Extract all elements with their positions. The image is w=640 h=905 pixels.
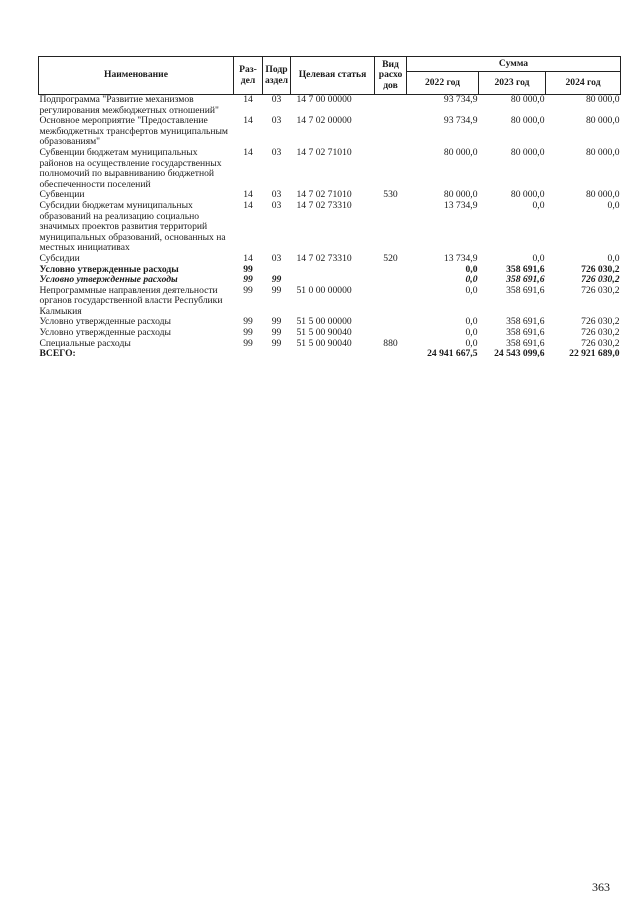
cell-name: ВСЕГО: xyxy=(39,348,76,360)
cell-podrazdel: 99 xyxy=(271,316,282,328)
cell-2024: 726 030,2 xyxy=(581,284,620,296)
cell-2023: 80 000,0 xyxy=(510,146,545,158)
cell-2024: 80 000,0 xyxy=(585,94,620,105)
cell-2022: 80 000,0 xyxy=(443,146,478,158)
cell-2022: 93 734,9 xyxy=(443,115,478,127)
cell-2023: 358 691,6 xyxy=(506,337,545,349)
cell-podrazdel: 03 xyxy=(271,252,282,264)
cell-razdel: 14 xyxy=(243,199,253,211)
cell-2024: 80 000,0 xyxy=(585,146,620,158)
cell-vid xyxy=(375,349,407,360)
table-body xyxy=(39,95,621,360)
cell-vid: 530 xyxy=(383,189,398,201)
cell-name: Специальные расходы xyxy=(39,337,131,349)
cell-podrazdel: 03 xyxy=(271,115,282,127)
cell-vid xyxy=(375,201,407,254)
cell-podrazdel: 99 xyxy=(271,284,282,296)
cell-name: Субвенции бюджетам муниципальных районов на осуществление государственных полномочий по выравниванию бюджетной обеспеченности поселений xyxy=(39,146,222,190)
cell-celevaya: 51 5 00 00000 xyxy=(296,316,352,328)
header-summa: Сумма xyxy=(407,57,621,72)
cell-name: Субсидии бюджетам муниципальных образований на реализацию социально значимых проектов развития территорий муниципальных образований, основанных на местных инициативах xyxy=(39,199,226,254)
cell-name: Условно утвержденные расходы xyxy=(39,316,171,328)
cell-2022: 13 734,9 xyxy=(443,252,478,264)
cell-vid: 520 xyxy=(383,252,398,264)
cell-podrazdel: 03 xyxy=(271,189,282,201)
cell-2023: 80 000,0 xyxy=(510,94,545,105)
cell-2022: 24 941 667,5 xyxy=(427,348,478,360)
cell-celevaya: 14 7 02 00000 xyxy=(296,115,352,127)
cell-2022: 0,0 xyxy=(465,327,478,339)
cell-celevaya: 14 7 02 73310 xyxy=(296,252,352,264)
cell-2024: 726 030,2 xyxy=(581,263,620,275)
cell-2024: 80 000,0 xyxy=(585,189,620,201)
cell-2023: 80 000,0 xyxy=(510,189,545,201)
cell-name: Условно утвержденные расходы xyxy=(39,274,178,286)
cell-2022: 0,0 xyxy=(465,284,478,296)
table-row xyxy=(39,286,621,318)
cell-podrazdel: 03 xyxy=(271,199,282,211)
cell-podrazdel: 03 xyxy=(271,94,282,105)
cell-vid xyxy=(375,265,407,276)
total-row xyxy=(39,349,621,360)
cell-2022: 0,0 xyxy=(465,263,478,275)
header-razdel: Раз-дел xyxy=(234,57,263,95)
cell-2024: 726 030,2 xyxy=(581,337,620,349)
cell-razdel: 14 xyxy=(243,94,253,105)
cell-2023: 358 691,6 xyxy=(506,263,545,275)
cell-celevaya xyxy=(291,349,375,360)
cell-2023: 24 543 099,6 xyxy=(494,348,545,360)
cell-vid xyxy=(375,148,407,190)
cell-2023: 0,0 xyxy=(532,252,545,264)
cell-razdel: 14 xyxy=(243,115,253,127)
cell-2022: 13 734,9 xyxy=(443,199,478,211)
cell-razdel: 99 xyxy=(243,316,253,328)
cell-razdel: 99 xyxy=(243,284,253,296)
header-celevaya: Целевая статья xyxy=(291,57,375,95)
cell-vid: 880 xyxy=(383,337,398,349)
cell-razdel: 14 xyxy=(243,189,253,201)
cell-podrazdel: 99 xyxy=(271,337,282,349)
cell-name: Условно утвержденные расходы xyxy=(39,263,179,275)
table-row xyxy=(39,95,621,117)
budget-table xyxy=(38,56,621,360)
cell-2024: 0,0 xyxy=(607,252,620,264)
cell-celevaya: 51 5 00 90040 xyxy=(296,327,352,339)
header-podrazdel: Подр аздел xyxy=(263,57,291,95)
cell-2024: 22 921 689,0 xyxy=(569,348,620,360)
cell-podrazdel: 99 xyxy=(271,327,282,339)
cell-podrazdel: 99 xyxy=(271,274,282,286)
cell-celevaya: 14 7 02 71010 xyxy=(296,146,352,158)
cell-2022: 80 000,0 xyxy=(443,189,478,201)
cell-podrazdel: 03 xyxy=(271,146,282,158)
header-year-2023: 2023 год xyxy=(479,72,546,95)
page-number: 363 xyxy=(592,880,610,894)
cell-vid xyxy=(375,317,407,328)
cell-celevaya xyxy=(291,265,375,276)
cell-celevaya: 14 7 00 00000 xyxy=(296,94,352,105)
cell-2024: 726 030,2 xyxy=(581,316,620,328)
cell-2022: 0,0 xyxy=(465,337,478,349)
cell-name: Основное мероприятие "Предоставление межбюджетных трансфертов муниципальным образованиям" xyxy=(39,115,229,148)
header-vid: Вид расхо дов xyxy=(375,57,407,95)
table-row xyxy=(39,201,621,254)
cell-razdel: 99 xyxy=(243,263,253,275)
cell-razdel: 99 xyxy=(243,337,253,349)
cell-2022: 0,0 xyxy=(465,274,478,286)
cell-2023: 80 000,0 xyxy=(510,115,545,127)
cell-vid xyxy=(375,95,407,117)
cell-vid xyxy=(375,286,407,318)
cell-2024: 0,0 xyxy=(607,199,620,211)
cell-2022: 93 734,9 xyxy=(443,94,478,105)
cell-2022: 0,0 xyxy=(465,316,478,328)
cell-2023: 0,0 xyxy=(532,199,545,211)
cell-name: Непрограммные направления деятельности органов государственной власти Республики Калмыкия xyxy=(39,284,223,317)
table-row xyxy=(39,254,621,265)
cell-vid xyxy=(375,275,407,286)
cell-2023: 358 691,6 xyxy=(506,316,545,328)
cell-celevaya: 51 0 00 00000 xyxy=(296,284,352,296)
header-name: Наименование xyxy=(39,57,234,95)
cell-2023: 358 691,6 xyxy=(506,274,545,286)
cell-name: Субвенции xyxy=(39,189,85,201)
cell-2024: 80 000,0 xyxy=(585,115,620,127)
cell-2024: 726 030,2 xyxy=(581,274,620,286)
cell-celevaya: 14 7 02 73310 xyxy=(296,199,352,211)
cell-razdel: 99 xyxy=(243,274,253,286)
cell-podrazdel xyxy=(263,349,291,360)
table-row xyxy=(39,148,621,190)
cell-celevaya: 51 5 00 90040 xyxy=(296,337,352,349)
cell-vid xyxy=(375,116,407,148)
cell-razdel: 14 xyxy=(243,146,253,158)
header-year-2024: 2024 год xyxy=(546,72,621,95)
cell-name: Субсидии xyxy=(39,252,80,264)
cell-razdel: 14 xyxy=(243,252,253,264)
cell-razdel xyxy=(234,349,263,360)
cell-2023: 358 691,6 xyxy=(506,284,545,296)
cell-name: Условно утвержденные расходы xyxy=(39,327,171,339)
table-header xyxy=(39,57,621,95)
cell-razdel: 99 xyxy=(243,327,253,339)
cell-celevaya: 14 7 02 71010 xyxy=(296,189,352,201)
cell-2024: 726 030,2 xyxy=(581,327,620,339)
cell-name: Подпрограмма "Развитие механизмов регулирования межбюджетных отношений" xyxy=(39,94,219,116)
table-row xyxy=(39,116,621,148)
cell-2023: 358 691,6 xyxy=(506,327,545,339)
header-year-2022: 2022 год xyxy=(407,72,479,95)
